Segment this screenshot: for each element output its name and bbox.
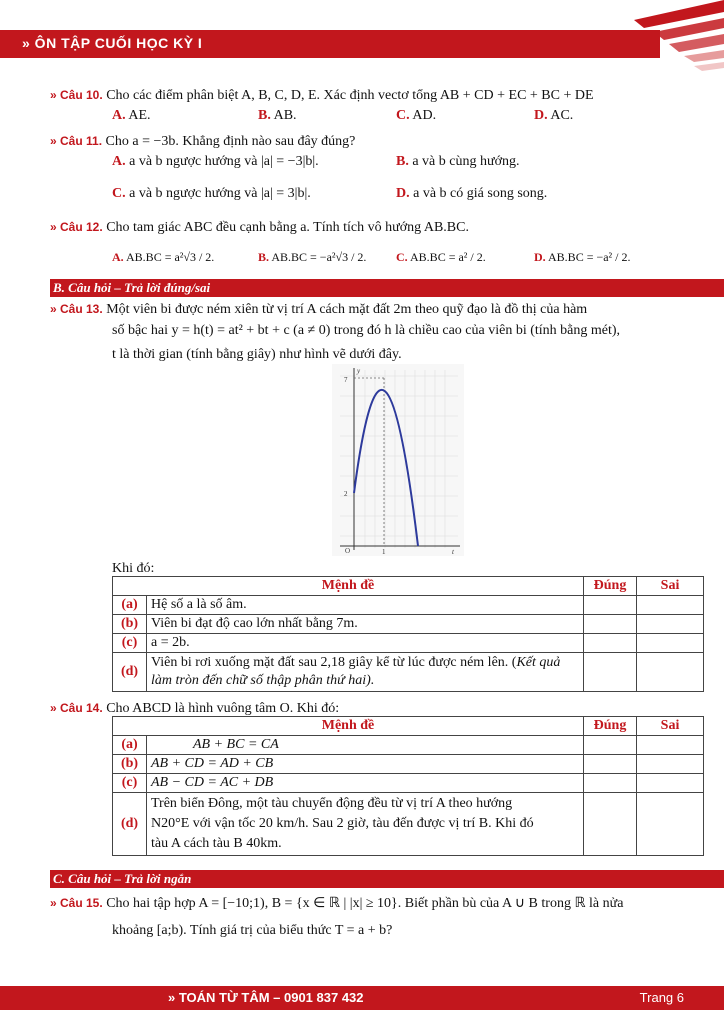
question-text: Cho ABCD là hình vuông tâm O. Khi đó: <box>106 701 340 716</box>
option-c: C. AB.BC = a² / 2. <box>396 250 486 264</box>
question-text: Cho tam giác ABC đều cạnh bằng a. Tính tích vô hướng AB.BC. <box>106 220 469 235</box>
statement-table-14 <box>112 716 704 856</box>
true-cell[interactable] <box>584 755 637 774</box>
row-label: (c) <box>113 774 147 793</box>
false-cell[interactable] <box>637 634 704 653</box>
question-11 <box>50 130 690 153</box>
tick-label-2: 2 <box>344 490 348 498</box>
row-line-2: N20°E với vận tốc 20 km/h. Sau 2 giờ, tàu đến được vị trí B. Khi đó <box>151 816 534 831</box>
header-true: Đúng <box>584 577 637 596</box>
false-cell[interactable] <box>637 736 704 755</box>
question-label: » Câu 10. <box>50 88 103 102</box>
true-cell[interactable] <box>584 596 637 615</box>
question-line-2: khoảng [a;b). Tính giá trị của biểu thức T = a + b? <box>112 923 393 938</box>
page-footer <box>0 986 724 1010</box>
row-label: (a) <box>113 596 147 615</box>
row-label: (a) <box>113 736 147 755</box>
row-statement: AB + CD = AD + CB <box>147 755 584 774</box>
question-label: » Câu 14. <box>50 701 103 715</box>
option-c: C. a và b ngược hướng và |a| = 3|b|. <box>112 186 311 201</box>
footer-band-left <box>0 986 170 1010</box>
tick-label-1: 1 <box>382 548 386 556</box>
question-line-1: Một viên bi được ném xiên từ vị trí A cách mặt đất 2m theo quỹ đạo là đồ thị của hàm <box>106 302 588 317</box>
question-10 <box>50 84 690 107</box>
statement-table-13 <box>112 576 704 692</box>
row-statement: Hệ số a là số âm. <box>147 596 584 615</box>
false-cell[interactable] <box>637 774 704 793</box>
true-cell[interactable] <box>584 774 637 793</box>
false-cell[interactable] <box>637 755 704 774</box>
false-cell[interactable] <box>637 793 704 856</box>
true-cell[interactable] <box>584 736 637 755</box>
footer-text: » TOÁN TỪ TÂM – 0901 837 432 <box>168 990 364 1005</box>
true-cell[interactable] <box>584 615 637 634</box>
false-cell[interactable] <box>637 653 704 692</box>
row-note: Kết quả làm tròn đến chữ số thập phân thứ hai). <box>151 655 561 688</box>
row-line-3: tàu A cách tàu B 40km. <box>151 836 282 851</box>
graph-background <box>332 364 464 556</box>
question-text: Cho a = −3b. Khẳng định nào sau đây đúng? <box>105 134 356 149</box>
row-statement: Viên bi đạt độ cao lớn nhất bằng 7m. <box>147 615 584 634</box>
parabola-graph <box>332 364 464 556</box>
question-15 <box>50 892 690 915</box>
header-false: Sai <box>637 577 704 596</box>
question-label: » Câu 12. <box>50 220 103 234</box>
table-row <box>113 615 704 634</box>
row-label: (b) <box>113 615 147 634</box>
section-b-heading: B. Câu hỏi – Trả lời đúng/sai <box>50 279 724 297</box>
page-number: Trang 6 <box>639 990 684 1005</box>
option-b: B. a và b cùng hướng. <box>396 154 520 169</box>
table-row <box>113 793 704 856</box>
question-line-2: số bậc hai y = h(t) = at² + bt + c (a ≠ 0) trong đó h là chiều cao của viên bi (tính bằng mét), <box>112 323 621 338</box>
header-statement: Mệnh đề <box>113 577 584 596</box>
option-a: A. a và b ngược hướng và |a| = −3|b|. <box>112 154 319 169</box>
false-cell[interactable] <box>637 596 704 615</box>
row-statement: AB − CD = AC + DB <box>147 774 584 793</box>
row-line-1: Trên biển Đông, một tàu chuyển động đều từ vị trí A theo hướng <box>151 796 513 811</box>
option-a: A. AE. <box>112 108 151 123</box>
table-row <box>113 634 704 653</box>
table-header-row <box>113 717 704 736</box>
row-label: (c) <box>113 634 147 653</box>
option-a: A. AB.BC = a²√3 / 2. <box>112 250 215 264</box>
false-cell[interactable] <box>637 615 704 634</box>
axis-label-t: t <box>452 548 454 556</box>
header-false: Sai <box>637 717 704 736</box>
section-c-heading: C. Câu hỏi – Trả lời ngắn <box>50 870 724 888</box>
row-statement: AB + BC = CA <box>147 736 584 755</box>
table-row <box>113 774 704 793</box>
row-label: (b) <box>113 755 147 774</box>
row-statement <box>147 793 584 856</box>
question-label: » Câu 13. <box>50 302 103 316</box>
option-b: B. AB. <box>258 108 297 123</box>
true-cell[interactable] <box>584 793 637 856</box>
option-d: D. a và b có giá song song. <box>396 186 548 201</box>
table-header-row <box>113 577 704 596</box>
tick-label-7: 7 <box>344 376 348 384</box>
option-b: B. AB.BC = −a²√3 / 2. <box>258 250 367 264</box>
header-title: » ÔN TẬP CUỐI HỌC KỲ I <box>22 35 203 51</box>
question-line-1: Cho hai tập hợp A = [−10;1), B = {x ∈ ℝ | |x| ≥ 10}. Biết phần bù của A ∪ B trong ℝ là nửa <box>106 896 624 911</box>
header-decoration <box>594 0 724 80</box>
row-statement: Viên bi rơi xuống mặt đất sau 2,18 giây kể từ lúc được ném lên. (Kết quả làm tròn đến chữ số thập phân thứ hai). <box>147 653 584 692</box>
question-12 <box>50 216 690 239</box>
header-true: Đúng <box>584 717 637 736</box>
row-statement: a = 2b. <box>147 634 584 653</box>
question-text: Cho các điểm phân biệt A, B, C, D, E. Xác định vectơ tổng AB + CD + EC + BC + DE <box>106 88 594 103</box>
option-d: D. AB.BC = −a² / 2. <box>534 250 631 264</box>
table-row <box>113 755 704 774</box>
true-cell[interactable] <box>584 653 637 692</box>
table-row <box>113 596 704 615</box>
question-line-3: t là thời gian (tính bằng giây) như hình vẽ dưới đây. <box>112 347 402 362</box>
origin-label: O <box>345 547 351 555</box>
khi-do-label: Khi đó: <box>112 561 155 576</box>
header-statement: Mệnh đề <box>113 717 584 736</box>
row-label: (d) <box>113 793 147 856</box>
question-label: » Câu 11. <box>50 134 103 148</box>
row-label: (d) <box>113 653 147 692</box>
option-c: C. AD. <box>396 108 437 123</box>
axis-label-y: y <box>357 367 361 375</box>
option-d: D. AC. <box>534 108 574 123</box>
question-label: » Câu 15. <box>50 896 103 910</box>
question-13 <box>50 298 690 321</box>
true-cell[interactable] <box>584 634 637 653</box>
table-row <box>113 736 704 755</box>
table-row <box>113 653 704 692</box>
